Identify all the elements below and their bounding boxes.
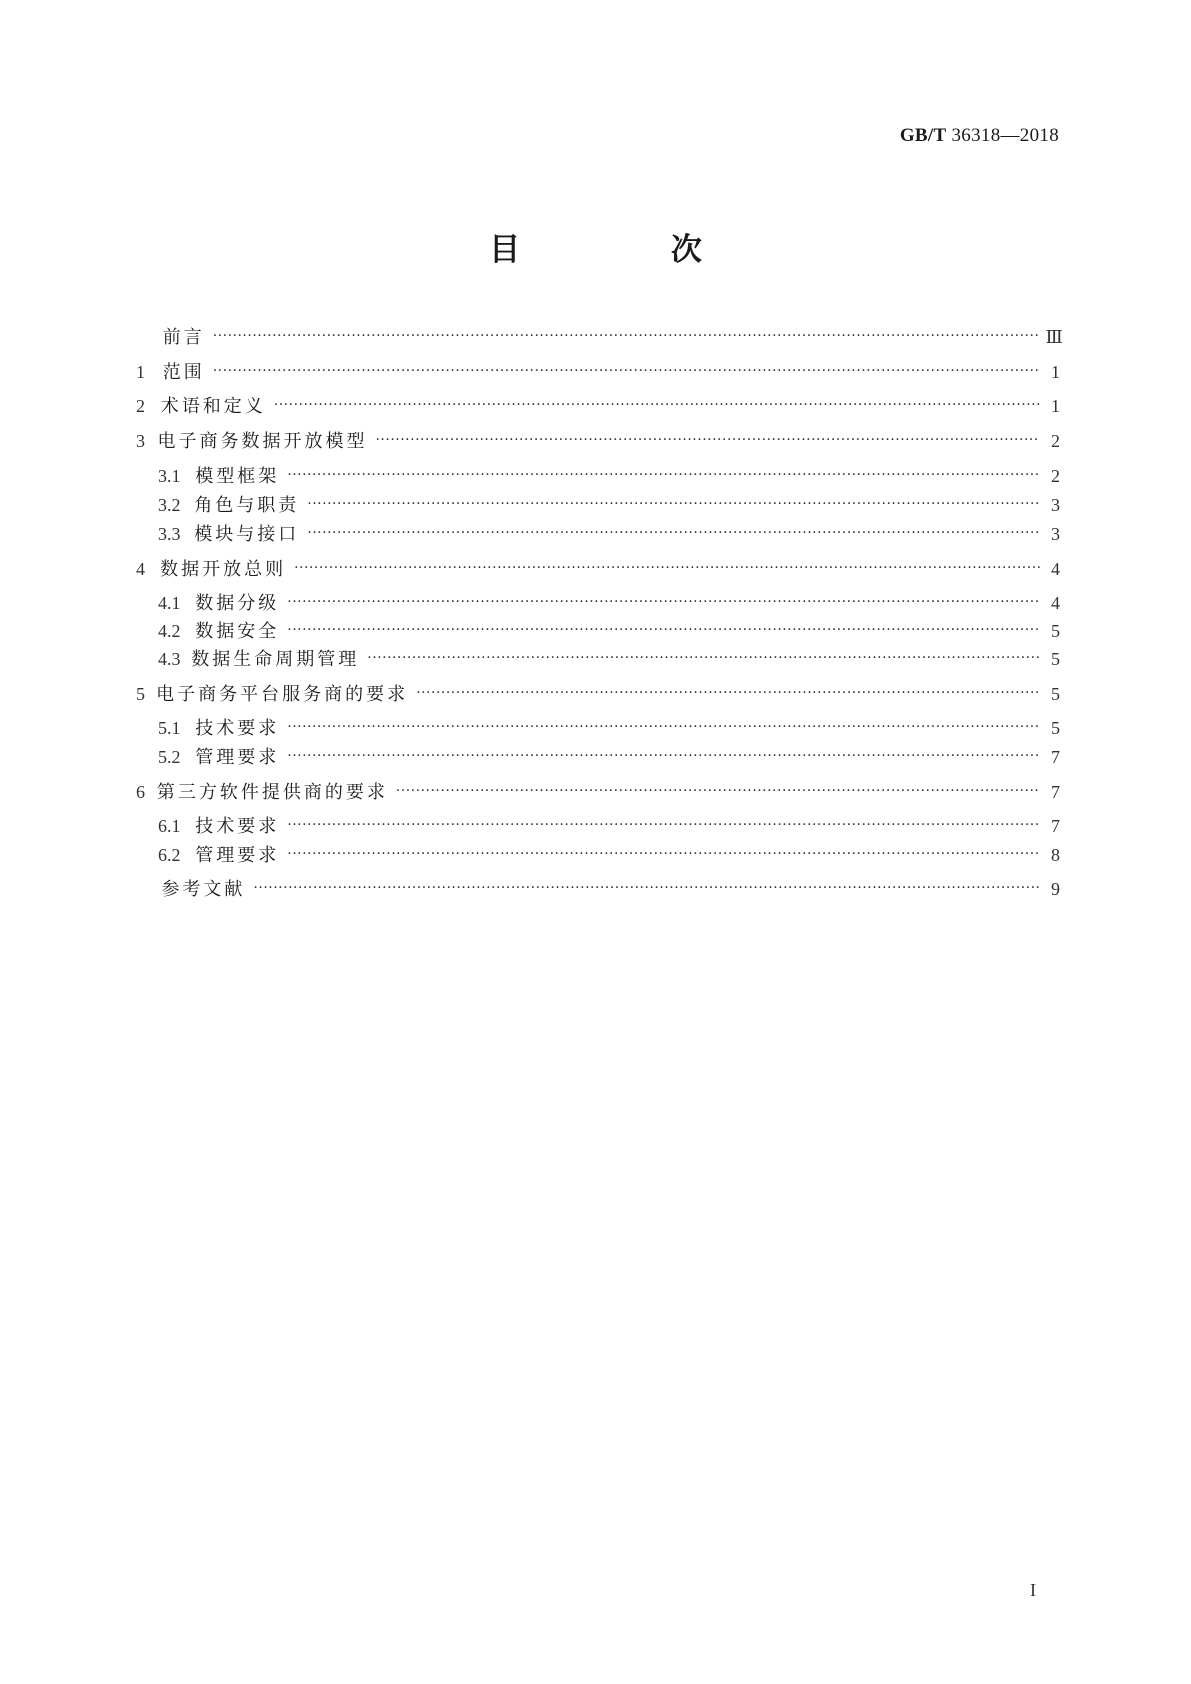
toc-title: 目 次 bbox=[489, 232, 772, 268]
toc-entry-page: 8 bbox=[1051, 845, 1060, 865]
toc-entry-number: 4.2 bbox=[158, 621, 181, 641]
toc-leader-dots bbox=[375, 428, 1040, 452]
toc-entry-number: 1 bbox=[136, 362, 145, 382]
standard-prefix: GB/T bbox=[899, 125, 947, 146]
toc-entry[interactable] bbox=[136, 429, 1060, 453]
toc-entry-page: 4 bbox=[1051, 559, 1060, 579]
toc-entry-page: 4 bbox=[1051, 593, 1060, 613]
toc-entry-label: 数据生命周期管理 bbox=[191, 649, 360, 670]
standard-number: 36318—2018 bbox=[951, 125, 1059, 146]
toc-subentry[interactable] bbox=[158, 716, 1060, 740]
toc-entry-number: 6 bbox=[136, 782, 145, 802]
toc-entry-number: 3.2 bbox=[158, 495, 181, 515]
toc-entry-label: 术语和定义 bbox=[160, 396, 266, 417]
toc-entry-page: 5 bbox=[1051, 684, 1060, 704]
toc-subentry[interactable] bbox=[158, 647, 1060, 671]
toc-leader-dots bbox=[213, 359, 1040, 383]
toc-leader-dots bbox=[287, 463, 1040, 487]
toc-entry-number: 5.1 bbox=[158, 718, 181, 738]
toc-entry-label: 数据安全 bbox=[195, 621, 280, 642]
toc-entry[interactable] bbox=[136, 780, 1060, 804]
toc-subentry[interactable] bbox=[158, 814, 1060, 838]
toc-entry-number: 6.2 bbox=[158, 845, 181, 865]
page-number: I bbox=[1030, 1580, 1036, 1600]
toc-entry-number: 6.1 bbox=[158, 816, 181, 836]
toc-leader-dots bbox=[416, 681, 1040, 705]
toc-leader-dots bbox=[307, 492, 1040, 516]
toc-leader-dots bbox=[253, 876, 1040, 900]
toc-leader-dots bbox=[307, 521, 1040, 545]
toc-entry-label: 模块与接口 bbox=[194, 524, 300, 545]
toc-entry-number: 4 bbox=[136, 559, 145, 579]
toc-entry-label: 范围 bbox=[162, 362, 205, 383]
toc-entry[interactable] bbox=[136, 394, 1060, 418]
toc-entry-page: 5 bbox=[1051, 649, 1060, 669]
toc-subentry[interactable] bbox=[158, 493, 1060, 517]
toc-entry-label: 第三方软件提供商的要求 bbox=[156, 782, 388, 803]
toc-entry-number: 4.1 bbox=[158, 593, 181, 613]
toc-entry-page: 7 bbox=[1051, 816, 1060, 836]
toc-entry[interactable] bbox=[136, 325, 1063, 349]
toc-subentry[interactable] bbox=[158, 843, 1060, 867]
toc-entry-label: 参考文献 bbox=[161, 879, 246, 900]
toc-entry-label: 数据开放总则 bbox=[160, 559, 287, 580]
toc-subentry[interactable] bbox=[158, 619, 1060, 643]
toc-leader-dots bbox=[287, 590, 1040, 614]
toc-entry-number: 3.1 bbox=[158, 466, 181, 486]
toc-entry-page: 3 bbox=[1051, 524, 1060, 544]
toc-entry-page: 5 bbox=[1051, 621, 1060, 641]
toc-entry-number: 2 bbox=[136, 396, 145, 416]
toc-entry-page: 2 bbox=[1051, 431, 1060, 451]
toc-entry-page: 1 bbox=[1051, 362, 1060, 382]
toc-leader-dots bbox=[274, 393, 1040, 417]
toc-subentry[interactable] bbox=[158, 745, 1060, 769]
toc-entry-label: 角色与职责 bbox=[194, 495, 300, 516]
toc-entry-page: 7 bbox=[1051, 747, 1060, 767]
toc-entry-number: 5 bbox=[136, 684, 145, 704]
toc-entry-page: 7 bbox=[1051, 782, 1060, 802]
toc-subentry[interactable] bbox=[158, 591, 1060, 615]
toc-entry-label: 前言 bbox=[162, 327, 205, 348]
toc-entry[interactable] bbox=[136, 877, 1060, 901]
toc-entry-page: 3 bbox=[1051, 495, 1060, 515]
toc-leader-dots bbox=[287, 842, 1040, 866]
toc-entry-page: 1 bbox=[1051, 396, 1060, 416]
toc-entry-label: 数据分级 bbox=[195, 593, 280, 614]
toc-entry-page: 9 bbox=[1051, 879, 1060, 899]
toc-entry-page: Ⅲ bbox=[1045, 327, 1063, 347]
toc-entry-number: 3 bbox=[136, 431, 145, 451]
toc-subentry[interactable] bbox=[158, 522, 1060, 546]
toc-leader-dots bbox=[287, 715, 1040, 739]
toc-entry-number: 4.3 bbox=[158, 649, 181, 669]
toc-entry-label: 管理要求 bbox=[195, 747, 280, 768]
toc-entry-page: 2 bbox=[1051, 466, 1060, 486]
toc-entry-label: 技术要求 bbox=[195, 718, 280, 739]
toc-entry[interactable] bbox=[136, 557, 1060, 581]
toc-leader-dots bbox=[287, 744, 1040, 768]
toc-entry-label: 电子商务数据开放模型 bbox=[157, 431, 368, 452]
toc-subentry[interactable] bbox=[158, 464, 1060, 488]
toc-entry-label: 模型框架 bbox=[195, 466, 280, 487]
toc-leader-dots bbox=[294, 556, 1040, 580]
toc-entry-label: 电子商务平台服务商的要求 bbox=[156, 684, 409, 705]
toc-leader-dots bbox=[287, 618, 1040, 642]
standard-code bbox=[900, 125, 1059, 147]
toc-entry-page: 5 bbox=[1051, 718, 1060, 738]
toc-leader-dots bbox=[287, 813, 1040, 837]
toc-leader-dots bbox=[396, 779, 1040, 803]
toc-entry[interactable] bbox=[136, 360, 1060, 384]
toc-entry-number: 5.2 bbox=[158, 747, 181, 767]
toc-leader-dots bbox=[367, 646, 1040, 670]
toc-leader-dots bbox=[213, 324, 1040, 348]
toc-entry-number: 3.3 bbox=[158, 524, 181, 544]
toc-entry-label: 技术要求 bbox=[195, 816, 280, 837]
toc-entry-label: 管理要求 bbox=[195, 845, 280, 866]
toc-entry[interactable] bbox=[136, 682, 1060, 706]
